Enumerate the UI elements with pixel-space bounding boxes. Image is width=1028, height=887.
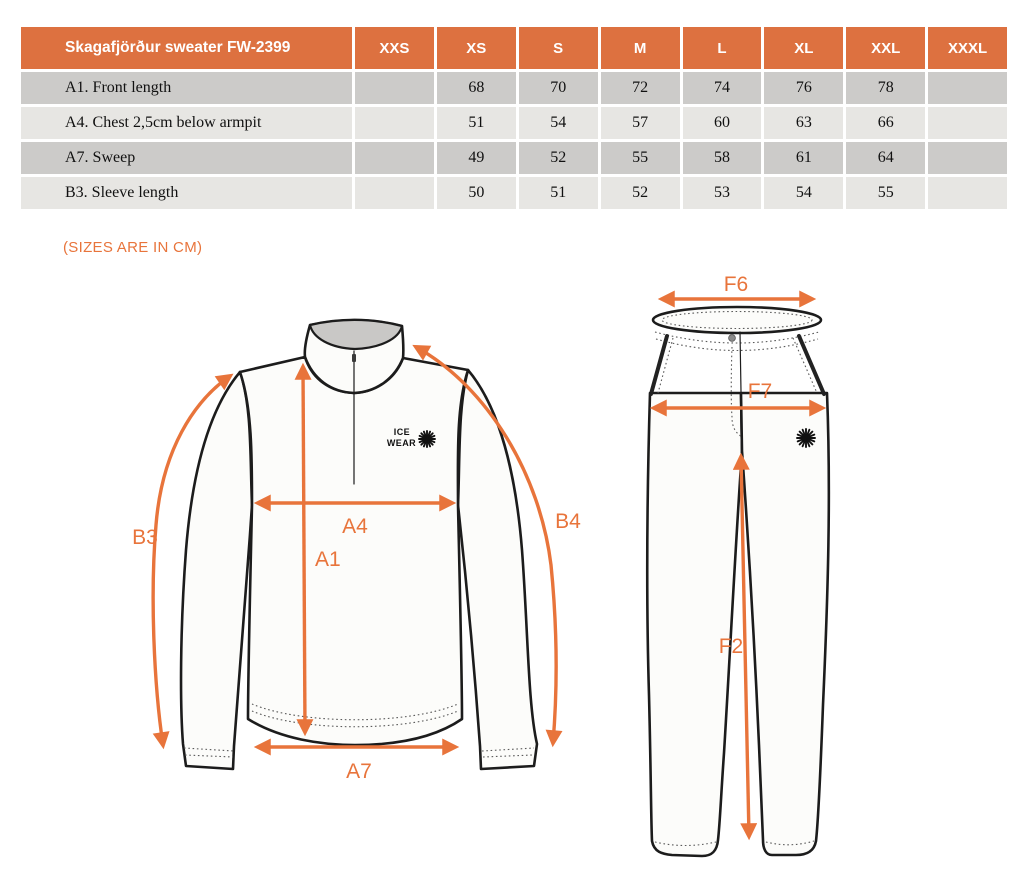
size-value-cell: 52 [601,177,680,209]
size-column-header: XXXL [928,27,1007,69]
pants-left-leg [647,393,742,856]
size-value-cell: 72 [601,72,680,104]
dimension-label-f2: F2 [718,635,744,658]
dimension-label-f7: F7 [747,380,773,403]
size-value-cell: 51 [519,177,598,209]
size-value-cell [355,72,434,104]
size-table-header-row [21,27,1007,69]
brand-logo-text-line2: WEAR [386,438,416,448]
size-column-header: XXS [355,27,434,69]
size-value-cell: 70 [519,72,598,104]
size-value-cell: 57 [601,107,680,139]
sweater-diagram [100,295,620,795]
size-value-cell: 61 [764,142,843,174]
left-pocket-opening [651,336,667,394]
size-value-cell [355,142,434,174]
size-value-cell [355,107,434,139]
size-value-cell [928,142,1007,174]
size-column-header: XXL [846,27,925,69]
size-value-cell: 55 [846,177,925,209]
brand-logo-text-line1: ICE [393,427,410,437]
size-value-cell: 64 [846,142,925,174]
size-value-cell: 50 [437,177,516,209]
dimension-label-b4: B4 [555,510,581,533]
right-pocket-opening [799,336,824,394]
dimension-label-a1: A1 [315,548,341,571]
size-value-cell [928,107,1007,139]
size-value-cell: 60 [683,107,762,139]
size-value-cell [355,177,434,209]
pants-diagram [610,275,910,887]
measurement-label: A4. Chest 2,5cm below armpit [21,107,352,139]
snowflake-icon [797,429,815,447]
pants-right-leg [741,393,829,855]
waistband [653,307,821,333]
size-value-cell: 54 [519,107,598,139]
table-row [21,177,1007,209]
size-column-header: L [683,27,762,69]
size-column-header: M [601,27,680,69]
table-row [21,142,1007,174]
size-column-header: S [519,27,598,69]
table-row [21,107,1007,139]
table-title: Skagafjörður sweater FW-2399 [21,27,352,69]
size-value-cell: 49 [437,142,516,174]
size-value-cell: 58 [683,142,762,174]
size-value-cell: 74 [683,72,762,104]
units-note: (SIZES ARE IN CM) [63,239,203,256]
table-row [21,72,1007,104]
waist-button [729,335,736,342]
size-value-cell: 52 [519,142,598,174]
dimension-label-a7: A7 [346,760,372,783]
size-value-cell: 53 [683,177,762,209]
size-value-cell: 63 [764,107,843,139]
size-value-cell [928,72,1007,104]
size-value-cell: 51 [437,107,516,139]
size-value-cell: 76 [764,72,843,104]
size-value-cell: 78 [846,72,925,104]
measurement-label: B3. Sleeve length [21,177,352,209]
sweater-left-sleeve [181,372,252,769]
size-value-cell: 68 [437,72,516,104]
measurement-label: A7. Sweep [21,142,352,174]
dimension-arrow-a1 [303,367,305,732]
size-value-cell: 66 [846,107,925,139]
size-value-cell: 55 [601,142,680,174]
zipper-pull [352,354,356,362]
sweater-right-sleeve [458,370,537,769]
size-table [18,24,1010,212]
snowflake-icon [419,431,435,447]
size-column-header: XL [764,27,843,69]
dimension-label-a4: A4 [342,515,368,538]
dimension-label-b3: B3 [132,526,158,549]
size-value-cell [928,177,1007,209]
size-column-header: XS [437,27,516,69]
size-value-cell: 54 [764,177,843,209]
dimension-label-f6: F6 [723,275,749,296]
measurement-label: A1. Front length [21,72,352,104]
